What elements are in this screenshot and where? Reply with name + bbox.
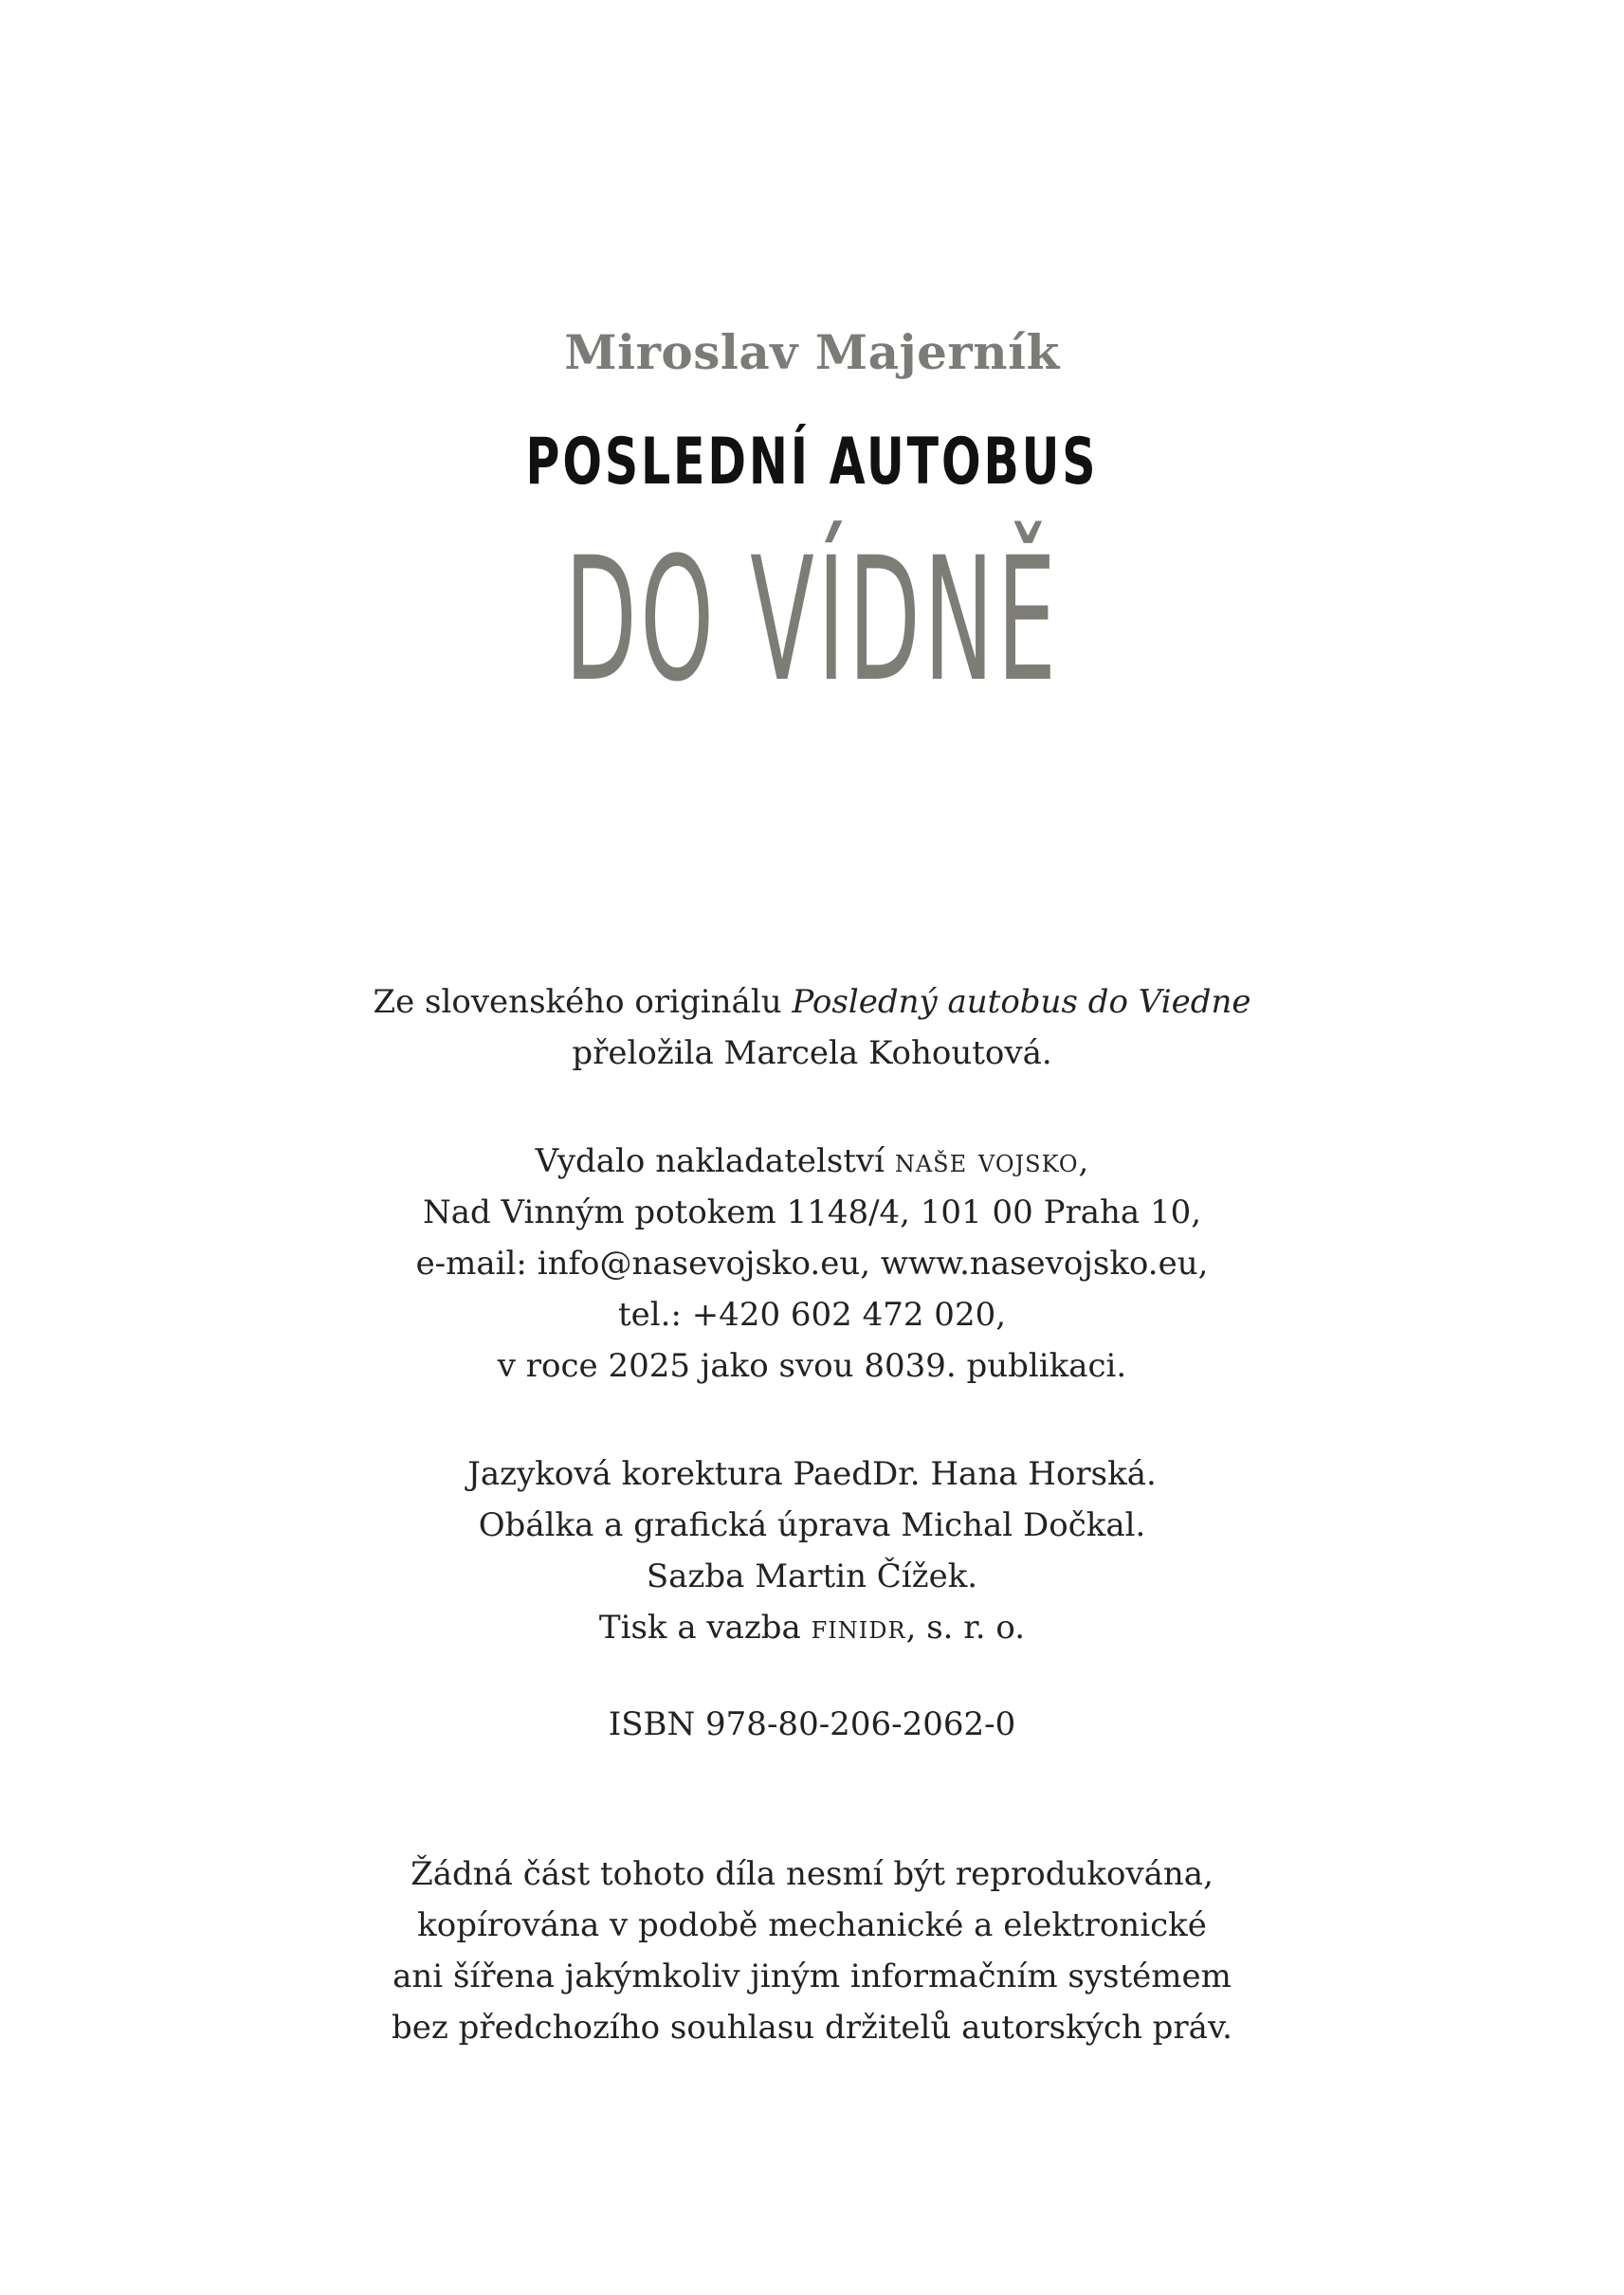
publisher-line <box>0 1136 1624 1187</box>
rights-line-2: kopírována v podobě mechanické a elektronické <box>417 1906 1207 1944</box>
author-name: Miroslav Majerník <box>564 324 1060 380</box>
translation-note <box>0 976 1624 1079</box>
publisher-intro: Vydalo nakladatelství <box>535 1142 895 1180</box>
credit-proofreading: Jazyková korektura PaedDr. Hana Horská. <box>467 1455 1157 1493</box>
credit-print-line <box>0 1602 1624 1653</box>
credit-typesetting: Sazba Martin Čížek. <box>646 1557 978 1595</box>
publication-year-note: v roce 2025 jako svou 8039. publikaci. <box>497 1347 1127 1385</box>
book-title-line2: DO VÍDNĚ <box>564 521 1060 719</box>
rights-line-1: Žádná část tohoto díla nesmí být reprodukována, <box>411 1855 1213 1893</box>
print-suffix: , s. r. o. <box>905 1609 1026 1647</box>
publisher-address: Nad Vinným potokem 1148/4, 101 00 Praha 10, <box>422 1193 1202 1231</box>
credits <box>0 1448 1624 1653</box>
translator-line: přeložila Marcela Kohoutová. <box>572 1034 1052 1072</box>
translation-prefix: Ze slovenského originálu <box>373 983 793 1021</box>
printer-name: finidr <box>811 1609 906 1647</box>
book-title-line1: POSLEDNÍ AUTOBUS <box>525 425 1099 500</box>
publisher-intro-end: , <box>1078 1142 1089 1180</box>
publisher-contact: e-mail: info@nasevojsko.eu, www.nasevojsko.eu, <box>415 1245 1209 1283</box>
translation-original-line <box>0 976 1624 1028</box>
rights-line-3: ani šířena jakýmkoliv jiným informačním systémem <box>392 1958 1232 1995</box>
print-prefix: Tisk a vazba <box>598 1609 812 1647</box>
credit-design: Obálka a grafická úprava Michal Dočkal. <box>478 1506 1146 1544</box>
copyright-notice <box>0 1849 1624 2053</box>
publisher-info <box>0 1136 1624 1392</box>
rights-line-4: bez předchozího souhlasu držitelů autorských práv. <box>392 2009 1232 2047</box>
isbn-number: ISBN 978-80-206-2062-0 <box>608 1705 1016 1743</box>
original-title: Posledný autobus do Viedne <box>792 983 1251 1021</box>
publisher-name: naše vojsko <box>894 1142 1079 1180</box>
publisher-phone: tel.: +420 602 472 020, <box>617 1296 1007 1334</box>
isbn <box>0 1699 1624 1750</box>
